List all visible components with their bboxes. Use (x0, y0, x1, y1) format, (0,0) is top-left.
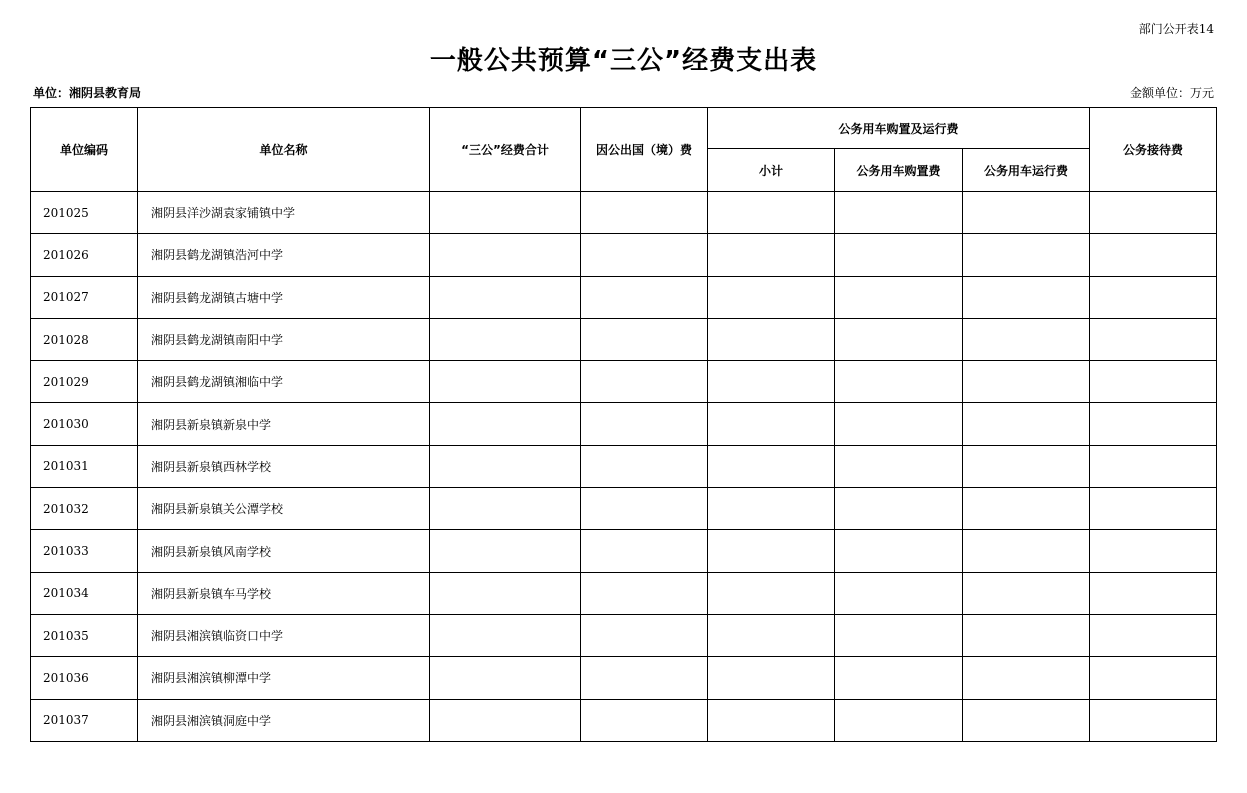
vehicle-purchase-cell (835, 445, 963, 487)
reception-cell (1090, 572, 1217, 614)
unit-name-cell: 湘阴县新泉镇关公潭学校 (138, 488, 430, 530)
vehicle-purchase-cell (835, 318, 963, 360)
total-cell (430, 530, 581, 572)
total-cell (430, 488, 581, 530)
table-row (31, 572, 1217, 614)
subtotal-cell (708, 530, 835, 572)
unit-name-cell: 湘阴县新泉镇新泉中学 (138, 403, 430, 445)
vehicle-purchase-cell (835, 192, 963, 234)
unit-name-cell: 湘阴县湘滨镇洞庭中学 (138, 699, 430, 741)
unit-name-cell: 湘阴县湘滨镇柳潭中学 (138, 657, 430, 699)
unit-name-cell: 湘阴县鹤龙湖镇湘临中学 (138, 361, 430, 403)
unit-code-cell: 201030 (31, 403, 138, 445)
table-number: 部门公开表14 (1138, 22, 1214, 36)
organization-label: 单位：湘阴县教育局 (33, 86, 142, 100)
vehicle-operation-cell (963, 699, 1090, 741)
header-unit-code: 单位编码 (31, 108, 138, 192)
unit-code-cell: 201037 (31, 699, 138, 741)
total-cell (430, 699, 581, 741)
reception-cell (1090, 657, 1217, 699)
reception-cell (1090, 234, 1217, 276)
unit-name-cell: 湘阴县新泉镇车马学校 (138, 572, 430, 614)
unit-name-cell: 湘阴县湘滨镇临资口中学 (138, 614, 430, 656)
table-row (31, 234, 1217, 276)
vehicle-purchase-cell (835, 572, 963, 614)
subtotal-cell (708, 572, 835, 614)
reception-cell (1090, 318, 1217, 360)
unit-code-cell: 201031 (31, 445, 138, 487)
amount-unit-label: 金额单位：万元 (1129, 86, 1214, 100)
table-row (31, 361, 1217, 403)
header-total: “三公”经费合计 (430, 108, 581, 192)
overseas-cell (581, 192, 708, 234)
overseas-cell (581, 614, 708, 656)
total-cell (430, 318, 581, 360)
vehicle-purchase-cell (835, 361, 963, 403)
total-cell (430, 445, 581, 487)
table-row (31, 657, 1217, 699)
reception-cell (1090, 445, 1217, 487)
header-unit-name: 单位名称 (138, 108, 430, 192)
unit-name-cell: 湘阴县鹤龙湖镇古塘中学 (138, 276, 430, 318)
subtotal-cell (708, 614, 835, 656)
total-cell (430, 192, 581, 234)
overseas-cell (581, 276, 708, 318)
header-subtotal: 小计 (708, 149, 835, 192)
total-cell (430, 234, 581, 276)
reception-cell (1090, 488, 1217, 530)
vehicle-operation-cell (963, 657, 1090, 699)
reception-cell (1090, 192, 1217, 234)
overseas-cell (581, 361, 708, 403)
unit-code-cell: 201028 (31, 318, 138, 360)
subtotal-cell (708, 699, 835, 741)
subtotal-cell (708, 318, 835, 360)
table-row (31, 318, 1217, 360)
reception-cell (1090, 530, 1217, 572)
subtotal-cell (708, 488, 835, 530)
overseas-cell (581, 234, 708, 276)
unit-code-cell: 201032 (31, 488, 138, 530)
unit-code-cell: 201029 (31, 361, 138, 403)
table-row (31, 614, 1217, 656)
table-row (31, 276, 1217, 318)
subtotal-cell (708, 445, 835, 487)
vehicle-purchase-cell (835, 488, 963, 530)
unit-code-cell: 201034 (31, 572, 138, 614)
total-cell (430, 361, 581, 403)
vehicle-operation-cell (963, 192, 1090, 234)
subtotal-cell (708, 276, 835, 318)
unit-name-cell: 湘阴县鹤龙湖镇南阳中学 (138, 318, 430, 360)
overseas-cell (581, 488, 708, 530)
unit-code-cell: 201033 (31, 530, 138, 572)
overseas-cell (581, 403, 708, 445)
overseas-cell (581, 318, 708, 360)
vehicle-purchase-cell (835, 657, 963, 699)
unit-name-cell: 湘阴县洋沙湖袁家铺镇中学 (138, 192, 430, 234)
total-cell (430, 614, 581, 656)
expenditure-table (30, 107, 1217, 742)
header-vehicle-operation: 公务用车运行费 (963, 149, 1090, 192)
total-cell (430, 572, 581, 614)
vehicle-operation-cell (963, 614, 1090, 656)
vehicle-purchase-cell (835, 614, 963, 656)
subtotal-cell (708, 234, 835, 276)
vehicle-purchase-cell (835, 234, 963, 276)
table-row (31, 530, 1217, 572)
reception-cell (1090, 276, 1217, 318)
unit-code-cell: 201026 (31, 234, 138, 276)
unit-code-cell: 201036 (31, 657, 138, 699)
table-row (31, 445, 1217, 487)
reception-cell (1090, 361, 1217, 403)
vehicle-operation-cell (963, 276, 1090, 318)
vehicle-purchase-cell (835, 403, 963, 445)
overseas-cell (581, 699, 708, 741)
unit-name-cell: 湘阴县新泉镇西林学校 (138, 445, 430, 487)
overseas-cell (581, 572, 708, 614)
unit-code-cell: 201025 (31, 192, 138, 234)
reception-cell (1090, 403, 1217, 445)
table-header-row-1 (31, 108, 1217, 149)
vehicle-operation-cell (963, 234, 1090, 276)
header-vehicle-group: 公务用车购置及运行费 (708, 108, 1090, 149)
vehicle-purchase-cell (835, 530, 963, 572)
reception-cell (1090, 614, 1217, 656)
vehicle-operation-cell (963, 403, 1090, 445)
table-row (31, 488, 1217, 530)
table-row (31, 192, 1217, 234)
vehicle-purchase-cell (835, 699, 963, 741)
total-cell (430, 276, 581, 318)
vehicle-operation-cell (963, 488, 1090, 530)
total-cell (430, 403, 581, 445)
subtotal-cell (708, 403, 835, 445)
table-body (31, 192, 1217, 742)
subtotal-cell (708, 361, 835, 403)
vehicle-operation-cell (963, 445, 1090, 487)
vehicle-purchase-cell (835, 276, 963, 318)
vehicle-operation-cell (963, 572, 1090, 614)
vehicle-operation-cell (963, 318, 1090, 360)
header-overseas: 因公出国（境）费 (581, 108, 708, 192)
table-row (31, 403, 1217, 445)
subtotal-cell (708, 657, 835, 699)
unit-code-cell: 201027 (31, 276, 138, 318)
overseas-cell (581, 530, 708, 572)
page-title: 一般公共预算“三公”经费支出表 (429, 46, 818, 76)
unit-code-cell: 201035 (31, 614, 138, 656)
header-reception: 公务接待费 (1090, 108, 1217, 192)
reception-cell (1090, 699, 1217, 741)
total-cell (430, 657, 581, 699)
subtotal-cell (708, 192, 835, 234)
vehicle-operation-cell (963, 530, 1090, 572)
overseas-cell (581, 657, 708, 699)
table-row (31, 699, 1217, 741)
overseas-cell (581, 445, 708, 487)
header-vehicle-purchase: 公务用车购置费 (835, 149, 963, 192)
unit-name-cell: 湘阴县新泉镇风南学校 (138, 530, 430, 572)
vehicle-operation-cell (963, 361, 1090, 403)
unit-name-cell: 湘阴县鹤龙湖镇浩河中学 (138, 234, 430, 276)
